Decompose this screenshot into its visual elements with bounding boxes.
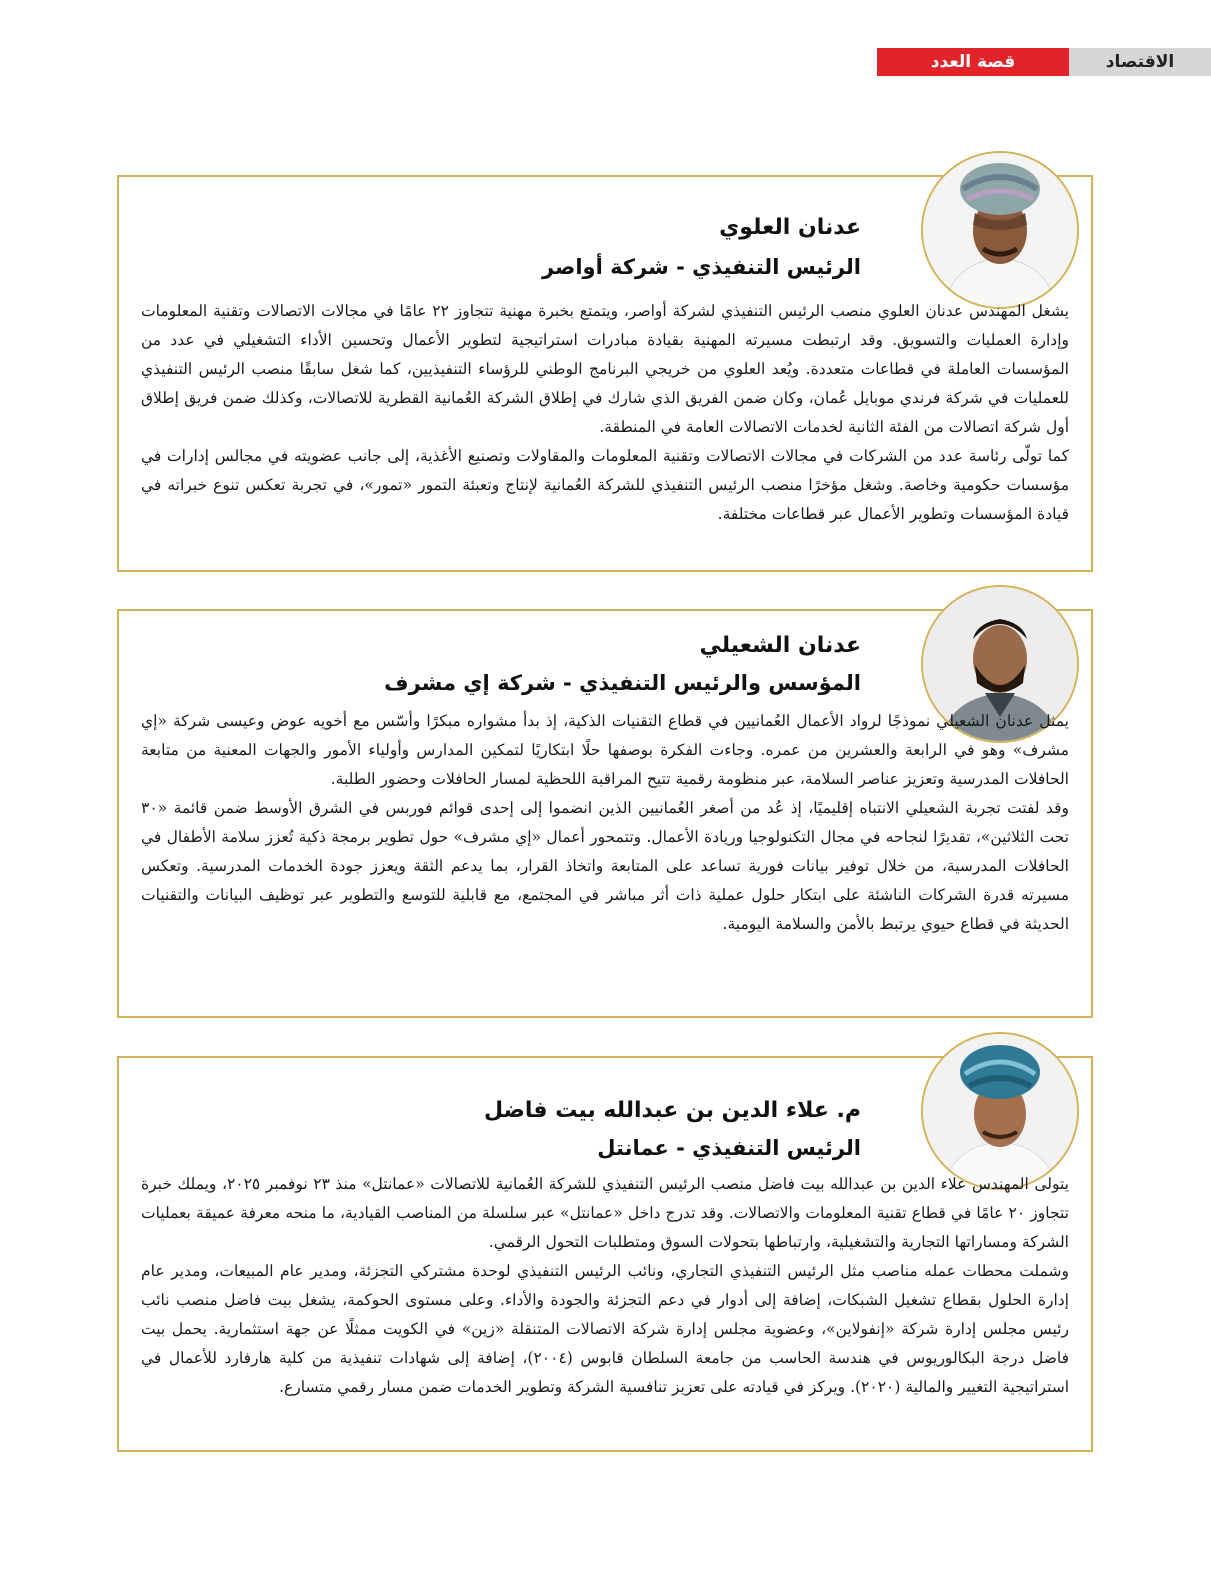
bio-paragraph: وشملت محطات عمله مناصب مثل الرئيس التنفيذي التجاري، ونائب الرئيس التنفيذي لوحدة مشتركي التجزئة، ومدير عام المبيعات، ومدير عام إدارة الحلول بقطاع تشغيل الشبكات، إضافة إلى أدوار في دعم التجزئة والجودة والأداء. وعلى مستوى الحوكمة، يشغل بيت فاضل منصب نائب رئيس مجلس إدارة شركة «إنفولاين»، وعضوية مجلس إدارة شركة الاتصالات المتنقلة «زين» في الكويت ممثلًا عن جهة استثمارية. يحمل بيت فاضل درجة البكالوريوس في هندسة الحاسب من جامعة السلطان قابوس (٢٠٠٤)، إضافة إلى شهادات تنفيذية من كلية هارفارد للأعمال في استراتيجية التغيير والمالية (٢٠٢٠). ويركز في قيادته على تعزيز تنافسية الشركة وتطوير الخدمات ضمن مسار رقمي متسارع. — [141, 1262, 1069, 1396]
bio-paragraph: وقد لفتت تجربة الشعيلي الانتباه إقليميًا، إذ عُد من أصغر العُمانيين الذين انضموا إلى إحدى قوائم فوربس في الشرق الأوسط ضمن قائمة «٣٠ تحت الثلاثين»، تقديرًا لنجاحه في مجال التكنولوجيا وريادة الأعمال. وتتمحور أعمال «إي مشرف» حول تطوير برمجة ذكية تُعزز سلامة الأطفال في الحافلات المدرسية، من خلال توفير بيانات فورية تساعد على المتابعة واتخاذ القرار، بما يدعم الثقة ويعزز جودة الخدمات المدرسية. وتعكس مسيرته قدرة الشركات الناشئة على ابتكار حلول عملية ذات أثر مباشر في المجتمع، مع قابلية للتوسع والتطوير عبر توظيف البيانات والتقنيات الحديثة في قطاع حيوي يرتبط بالأمن والسلامة اليومية. — [141, 799, 1070, 933]
portrait-image — [921, 151, 1079, 309]
bio-paragraph: يمثل عدنان الشعيلي نموذجًا لرواد الأعمال العُمانيين في قطاع التقنيات الذكية، إذ بدأ مشواره مبكرًا وأسّس مع أخويه عوض وعيسى شركة «إي مشرف» وهو في الرابعة والعشرين من عمره. وجاءت الفكرة بوصفها حلًا ابتكاريًا لتمكين المدارس وأولياء الأمور والجهات المعنية من متابعة الحافلات المدرسية وتعزيز عناصر السلامة، عبر منظومة رقمية تتيح المراقبة اللحظية لمسار الحافلات وحضور الطلبة. — [141, 712, 1069, 788]
profile-title: الرئيس التنفيذي - شركة أواصر — [541, 255, 861, 279]
profile-bio — [141, 1170, 1069, 1402]
section-tag: قصة العدد — [877, 48, 1069, 76]
bio-paragraph: يشغل المهندس عدنان العلوي منصب الرئيس التنفيذي لشركة أواصر، ويتمتع بخبرة مهنية تتجاوز ٢٢ عامًا في مجالات الاتصالات وتقنية المعلومات وإدارة العمليات والتسويق. وقد ارتبطت مسيرته المهنية بقيادة مبادرات استراتيجية لتطوير الأعمال وتحسين الأداء التشغيلي في عدد من المؤسسات العاملة في قطاعات متعددة. ويُعد العلوي من خريجي البرنامج الوطني للرؤساء التنفيذيين، كما شغل سابقًا منصب الرئيس التنفيذي للعمليات في شركة فرندي موبايل عُمان، وكان ضمن الفريق الذي شارك في إطلاق الشركة العُمانية القطرية للاتصالات، وكذلك ضمن فريق إطلاق أول شركة اتصالات من الفئة الثانية لخدمات الاتصالات العامة في المنطقة. — [141, 302, 1069, 436]
profile-card-2 — [117, 609, 1093, 1018]
profile-name: عدنان العلوي — [719, 215, 861, 240]
bio-paragraph: كما تولّى رئاسة عدد من الشركات في مجالات الاتصالات وتقنية المعلومات والمقاولات وتصنيع الأغذية، إلى جانب عضويته في مجالس إدارات في مؤسسات حكومية وخاصة. وشغل مؤخرًا منصب الرئيس التنفيذي للشركة العُمانية لإنتاج وتعبئة التمور «تمور»، في تجربة تعكس تنوع خبراته في قيادة المؤسسات وتطوير الأعمال عبر قطاعات مختلفة. — [141, 447, 1069, 523]
profile-name: م. علاء الدين بن عبدالله بيت فاضل — [484, 1098, 861, 1123]
profile-bio — [141, 707, 1069, 939]
profile-card-1 — [117, 175, 1093, 572]
bio-paragraph: يتولى المهندس علاء الدين بن عبدالله بيت فاضل منصب الرئيس التنفيذي للشركة العُمانية للاتصالات «عمانتل» منذ ٢٣ نوفمبر ٢٠٢٥، ويملك خبرة تتجاوز ٢٠ عامًا في قطاع تقنية المعلومات والاتصالات. وقد تدرج داخل «عمانتل» عبر سلسلة من المناصب القيادية، ما منحه معرفة عميقة بعمليات الشركة ومساراتها التجارية والتشغيلية، وارتباطها بتحولات السوق ومتطلبات التحول الرقمي. — [141, 1175, 1069, 1251]
profile-title: المؤسس والرئيس التنفيذي - شركة إي مشرف — [384, 671, 861, 695]
profile-bio — [141, 297, 1069, 529]
portrait-image — [921, 1032, 1079, 1190]
magazine-brand: الاقتصاد — [1069, 48, 1211, 76]
page-header — [877, 48, 1211, 76]
profile-title: الرئيس التنفيذي - عمانتل — [597, 1136, 861, 1160]
profile-name: عدنان الشعيلي — [699, 633, 861, 658]
profile-card-3 — [117, 1056, 1093, 1452]
